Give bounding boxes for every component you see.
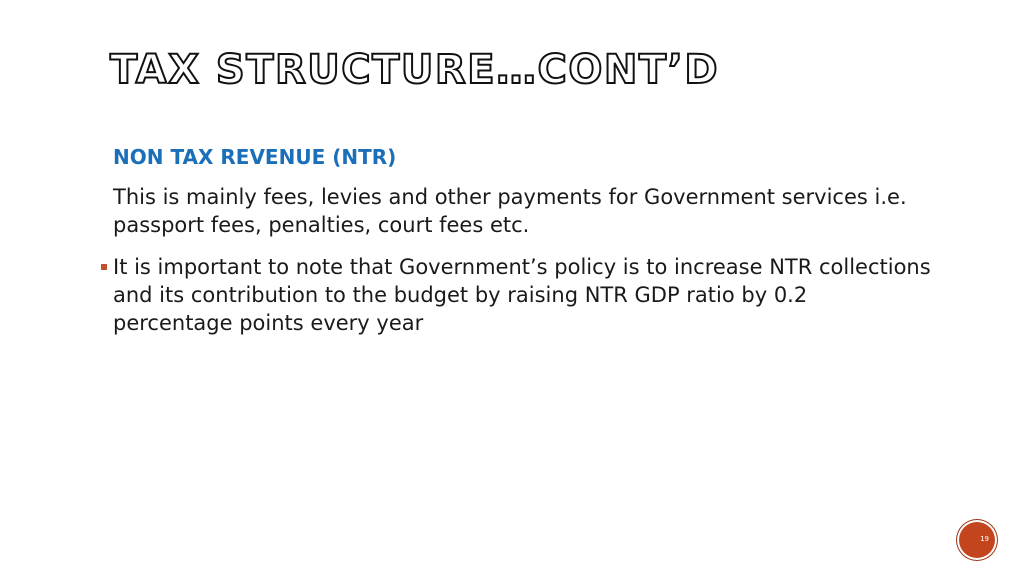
slide-number: 19: [980, 535, 989, 543]
square-bullet-icon: [101, 264, 107, 270]
slide-content: [113, 145, 933, 337]
section-subheading: NON TAX REVENUE (NTR): [113, 145, 397, 169]
slide-title: TAX STRUCTURE…CONT’D: [110, 47, 720, 93]
bullet-text: It is important to note that Government’s policy is to increase NTR collections and its contribution to the budget by raising NTR GDP ratio by 0.2 percentage points every year: [113, 255, 931, 335]
bullet-item: [113, 253, 933, 337]
description-paragraph: This is mainly fees, levies and other payments for Government services i.e. passport fees, penalties, court fees etc.: [113, 185, 907, 237]
slide-number-badge: [959, 522, 995, 558]
